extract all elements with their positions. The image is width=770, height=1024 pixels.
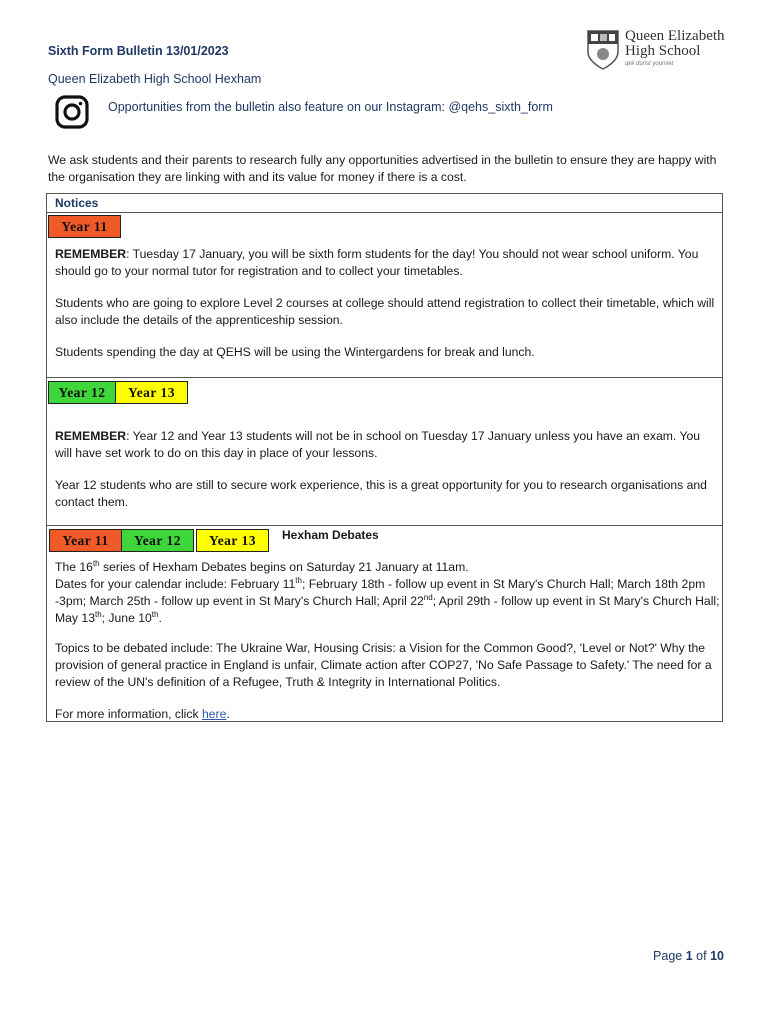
hexham-debates-heading: Hexham Debates <box>282 528 379 542</box>
tag-year-12: Year 12 <box>121 529 194 552</box>
notices-table <box>46 193 723 722</box>
sup: th <box>151 609 159 619</box>
instagram-note: Opportunities from the bulletin also feature on our Instagram: @qehs_sixth_form <box>108 100 553 114</box>
school-name: Queen Elizabeth High School Hexham <box>48 72 262 86</box>
section3-more <box>55 706 720 723</box>
text: . <box>158 611 162 625</box>
logo-motto: qeii dunst youmiet <box>625 61 674 67</box>
text: Dates for your calendar include: February 11 <box>55 577 296 591</box>
sup: nd <box>423 592 433 602</box>
tag-year-11: Year 11 <box>49 529 122 552</box>
school-logo <box>585 27 750 77</box>
section3-topics: Topics to be debated include: The Ukraine War, Housing Crisis: a Vision for the Common Good?, 'Level or Not?' Why the provision of general practice in England is unfair, Climate action after COP27, 'No Safe Passage to Safety.' The need for a review of the UN's definition of a Refugee, Truth & Integrity in International Politics. <box>55 641 712 689</box>
intro-paragraph: We ask students and their parents to research fully any opportunities advertised in the bulletin to ensure they are happy with the organisation they are linking with and its value for money if there is a cost. <box>48 153 717 184</box>
section1-p2: Students who are going to explore Level 2 courses at college should attend registration to collect their timetable, which will also include the details of the apprenticeship session. <box>55 296 715 327</box>
tag-year-12: Year 12 <box>48 381 116 404</box>
section2-p1 <box>55 428 720 462</box>
tag-year-11: Year 11 <box>48 215 121 238</box>
sup: th <box>92 558 100 568</box>
section1-p3: Students spending the day at QEHS will be using the Wintergardens for break and lunch. <box>55 345 535 359</box>
divider <box>47 212 722 213</box>
logo-line-2: High School <box>625 43 701 59</box>
text: ; June 10 <box>101 611 152 625</box>
logo-line-1: Queen Elizabeth <box>625 28 725 44</box>
remember-label: REMEMBER <box>55 247 127 261</box>
divider <box>47 525 722 526</box>
section1-p1-text: : Tuesday 17 January, you will be sixth form students for the day! You should not wear school uniform. You should go to your normal tutor for registration and to collect your timetables. <box>55 247 699 278</box>
section3-intro <box>55 559 720 627</box>
text: ; February 18th - follow up event in St Mary's Church Hall; March 18th 2pm -3pm; March 25th - follow up event in St Mary's Church Hall; April 22 <box>55 577 706 608</box>
divider <box>47 377 722 378</box>
text: For more information, click <box>55 707 202 721</box>
section1-p1 <box>55 246 720 280</box>
text: series of Hexham Debates begins on Saturday 21 January at 11am. <box>99 560 469 574</box>
more-info-link[interactable]: here <box>201 707 227 721</box>
page-word: Page <box>653 949 683 963</box>
crest-icon <box>587 30 619 70</box>
section2-p2: Year 12 students who are still to secure work experience, this is a great opportunity for you to research organisations and contact them. <box>55 478 707 509</box>
of-word: of <box>696 949 707 963</box>
bulletin-title: Sixth Form Bulletin 13/01/2023 <box>48 44 229 58</box>
page-number <box>653 949 724 963</box>
tag-year-13: Year 13 <box>115 381 188 404</box>
remember-label: REMEMBER <box>55 429 127 443</box>
section2-p1-text: : Year 12 and Year 13 students will not be in school on Tuesday 17 January unless you have an exam. You will have set work to do on this day in place of your lessons. <box>55 429 701 460</box>
sup: th <box>94 609 102 619</box>
page-current: 1 <box>685 949 693 963</box>
text: . <box>226 707 230 721</box>
instagram-icon[interactable] <box>55 95 89 129</box>
sup: th <box>295 575 302 585</box>
text: ; April 29th - follow up event in St Mary's Church Hall; May 13 <box>55 594 720 625</box>
text: The 16 <box>55 560 93 574</box>
notices-heading: Notices <box>55 196 99 210</box>
tag-year-13: Year 13 <box>196 529 269 552</box>
page-total: 10 <box>710 949 724 963</box>
